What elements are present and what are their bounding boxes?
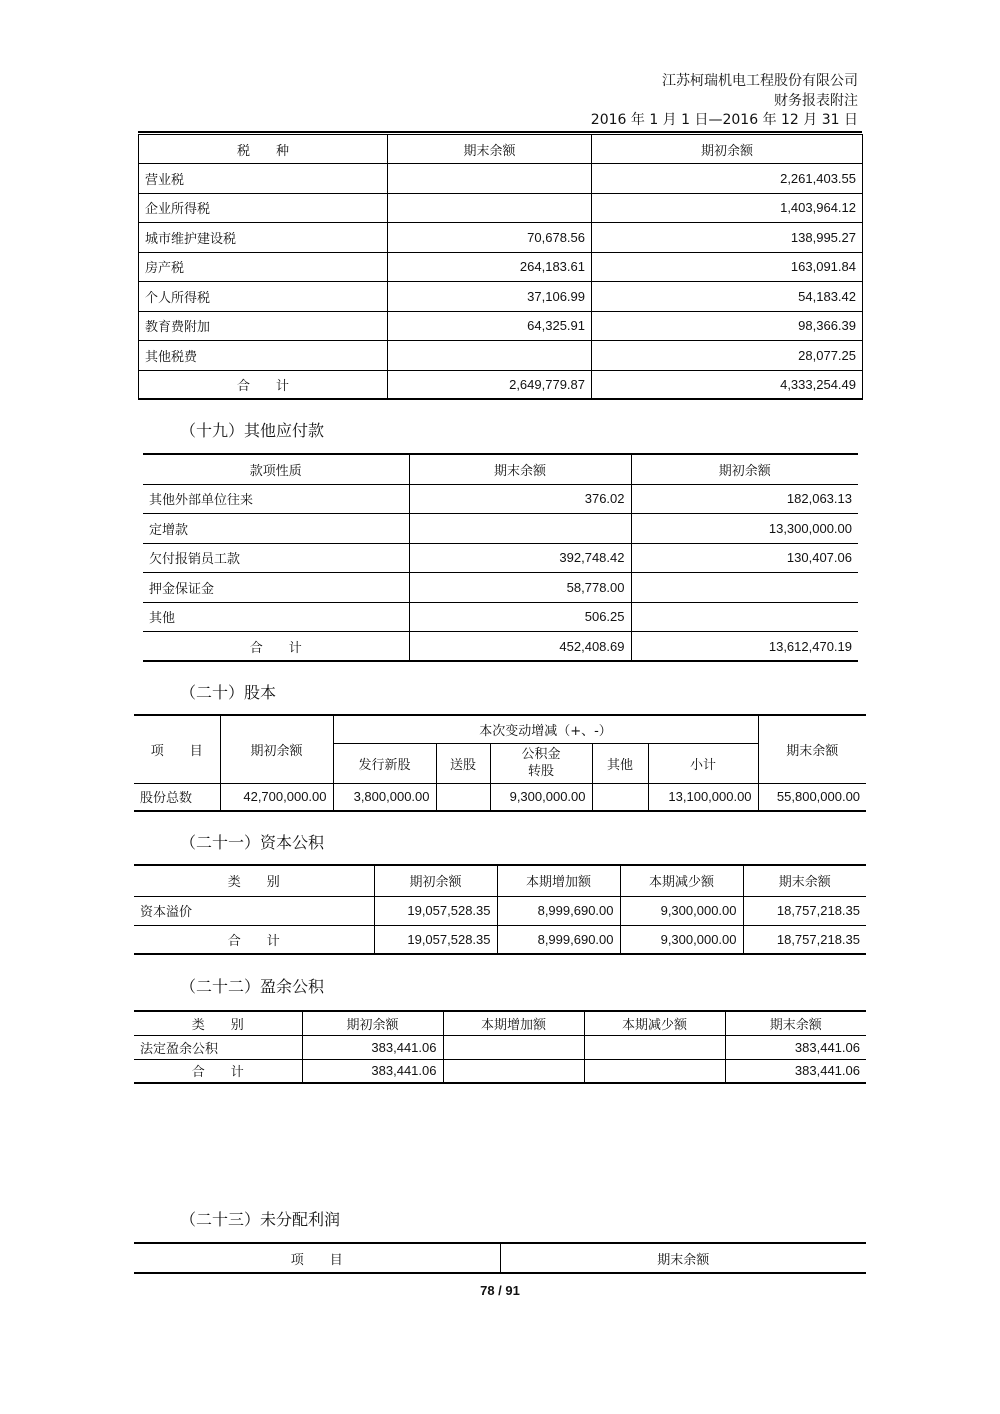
- cell-ending: [409, 514, 631, 544]
- col-header: 期初余额: [592, 135, 863, 164]
- share-capital-table: [134, 714, 866, 812]
- col-header: 类 别: [134, 865, 374, 896]
- table-row: [143, 543, 858, 573]
- col-header: 类 别: [134, 1011, 302, 1035]
- cell-ending: 37,106.99: [388, 282, 592, 312]
- total-beginning: 13,612,470.19: [631, 632, 858, 662]
- cell-beginning: 130,407.06: [631, 543, 858, 573]
- table-row: [139, 164, 863, 194]
- col-header-reserve-conversion: [490, 743, 592, 783]
- table-header-row: [143, 454, 858, 484]
- row-label: 定增款: [143, 514, 409, 544]
- total-label: 合 计: [143, 632, 409, 662]
- table-row: [143, 484, 858, 514]
- cell-beginning: [631, 573, 858, 603]
- row-label: 其他外部单位往来: [143, 484, 409, 514]
- table-row: [139, 282, 863, 312]
- col-header-new-shares: 发行新股: [333, 743, 436, 783]
- total-beginning: 4,333,254.49: [592, 370, 863, 399]
- cell-beginning: 182,063.13: [631, 484, 858, 514]
- cell-beginning: 138,995.27: [592, 223, 863, 253]
- total-ending: 383,441.06: [725, 1059, 866, 1083]
- cell-decrease: 9,300,000.00: [620, 896, 743, 925]
- row-label: 企业所得税: [139, 193, 388, 223]
- col-header-item: 项 目: [134, 715, 220, 783]
- total-decrease: [584, 1059, 725, 1083]
- row-label: 其他: [143, 602, 409, 632]
- col-header: 本期减少额: [620, 865, 743, 896]
- col-header: 期末余额: [725, 1011, 866, 1035]
- table-row: [139, 341, 863, 371]
- row-label: 个人所得税: [139, 282, 388, 312]
- total-increase: [443, 1059, 584, 1083]
- cell-bonus-shares: [436, 783, 490, 811]
- page-number: 78 / 91: [480, 1283, 520, 1298]
- cell-ending: [388, 341, 592, 371]
- cell-new-shares: 3,800,000.00: [333, 783, 436, 811]
- col-header: 项 目: [134, 1243, 500, 1273]
- total-label: 合 计: [134, 925, 374, 954]
- total-ending: 2,649,779.87: [388, 370, 592, 399]
- col-header-other: 其他: [592, 743, 648, 783]
- col-header: 期初余额: [302, 1011, 443, 1035]
- total-row: [134, 925, 866, 954]
- cell-beginning: 163,091.84: [592, 252, 863, 282]
- table-row: [139, 252, 863, 282]
- document-title: 财务报表附注: [774, 93, 858, 109]
- col-header-subtotal: 小计: [648, 743, 758, 783]
- col-header: 期末余额: [743, 865, 866, 896]
- col-header: 期末余额: [500, 1243, 866, 1273]
- table-header-row: [134, 1011, 866, 1035]
- surplus-reserve-table: [134, 1010, 866, 1084]
- cell-ending: 383,441.06: [725, 1035, 866, 1059]
- col-header: 期初余额: [374, 865, 497, 896]
- cell-ending: 64,325.91: [388, 311, 592, 341]
- reserve-line-1: 公积金: [521, 747, 561, 762]
- table-header-row: [139, 135, 863, 164]
- section-title-22: （二十二）盈余公积: [180, 977, 325, 996]
- col-header-bonus-shares: 送股: [436, 743, 490, 783]
- total-row: [134, 1059, 866, 1083]
- cell-beginning: 13,300,000.00: [631, 514, 858, 544]
- cell-ending: [388, 164, 592, 194]
- cell-beginning: 42,700,000.00: [220, 783, 333, 811]
- taxes-table: [138, 134, 863, 400]
- header-rule: [138, 131, 862, 133]
- cell-ending: 18,757,218.35: [743, 896, 866, 925]
- cell-increase: 8,999,690.00: [497, 896, 620, 925]
- cell-beginning: 1,403,964.12: [592, 193, 863, 223]
- col-header: 本期减少额: [584, 1011, 725, 1035]
- table-header-row: [134, 1243, 866, 1273]
- total-beginning: 19,057,528.35: [374, 925, 497, 954]
- cell-beginning: 383,441.06: [302, 1035, 443, 1059]
- total-decrease: 9,300,000.00: [620, 925, 743, 954]
- table-row: [143, 514, 858, 544]
- cell-beginning: 19,057,528.35: [374, 896, 497, 925]
- table-row: [139, 193, 863, 223]
- total-row: [143, 632, 858, 662]
- company-name: 江苏柯瑞机电工程股份有限公司: [662, 73, 858, 89]
- row-label: 资本溢价: [134, 896, 374, 925]
- table-header-row: [134, 715, 866, 743]
- row-label: 欠付报销员工款: [143, 543, 409, 573]
- table-row: [134, 896, 866, 925]
- total-ending: 452,408.69: [409, 632, 631, 662]
- section-title-20: （二十）股本: [180, 683, 277, 702]
- table-row: [139, 311, 863, 341]
- total-label: 合 计: [139, 370, 388, 399]
- undistributed-profit-table: [134, 1242, 866, 1274]
- total-ending: 18,757,218.35: [743, 925, 866, 954]
- cell-subtotal: 13,100,000.00: [648, 783, 758, 811]
- col-header-change: 本次变动增减（+、-）: [333, 715, 758, 743]
- report-period: 2016 年 1 月 1 日—2016 年 12 月 31 日: [590, 112, 858, 128]
- col-header: 本期增加额: [443, 1011, 584, 1035]
- cell-decrease: [584, 1035, 725, 1059]
- col-header-ending: 期末余额: [758, 715, 866, 783]
- col-header: 税 种: [139, 135, 388, 164]
- table-row: [143, 573, 858, 603]
- col-header: 期末余额: [388, 135, 592, 164]
- cell-beginning: 54,183.42: [592, 282, 863, 312]
- total-increase: 8,999,690.00: [497, 925, 620, 954]
- total-row: [139, 370, 863, 399]
- cell-ending: 55,800,000.00: [758, 783, 866, 811]
- cell-beginning: 98,366.39: [592, 311, 863, 341]
- reserve-line-2: 转股: [527, 764, 554, 779]
- col-header: 本期增加额: [497, 865, 620, 896]
- total-beginning: 383,441.06: [302, 1059, 443, 1083]
- cell-ending: 392,748.42: [409, 543, 631, 573]
- row-label: 法定盈余公积: [134, 1035, 302, 1059]
- cell-ending: 264,183.61: [388, 252, 592, 282]
- row-label: 押金保证金: [143, 573, 409, 603]
- table-header-row: [134, 865, 866, 896]
- cell-increase: [443, 1035, 584, 1059]
- row-label: 教育费附加: [139, 311, 388, 341]
- capital-reserve-table: [134, 864, 866, 955]
- col-header: 期初余额: [631, 454, 858, 484]
- section-title-19: （十九）其他应付款: [180, 421, 325, 440]
- table-row: [143, 602, 858, 632]
- cell-beginning: 28,077.25: [592, 341, 863, 371]
- cell-ending: 58,778.00: [409, 573, 631, 603]
- section-title-21: （二十一）资本公积: [180, 833, 325, 852]
- row-label: 股份总数: [134, 783, 220, 811]
- cell-beginning: [631, 602, 858, 632]
- row-label: 其他税费: [139, 341, 388, 371]
- cell-other: [592, 783, 648, 811]
- table-row: [134, 783, 866, 811]
- row-label: 营业税: [139, 164, 388, 194]
- row-label: 城市维护建设税: [139, 223, 388, 253]
- section-title-23: （二十三）未分配利润: [180, 1210, 341, 1229]
- col-header: 期末余额: [409, 454, 631, 484]
- table-row: [134, 1035, 866, 1059]
- cell-ending: 506.25: [409, 602, 631, 632]
- cell-ending: [388, 193, 592, 223]
- table-row: [139, 223, 863, 253]
- col-header-beginning: 期初余额: [220, 715, 333, 783]
- other-payables-table: [143, 453, 858, 662]
- cell-reserve-conversion: 9,300,000.00: [490, 783, 592, 811]
- col-header: 款项性质: [143, 454, 409, 484]
- total-label: 合 计: [134, 1059, 302, 1083]
- cell-beginning: 2,261,403.55: [592, 164, 863, 194]
- row-label: 房产税: [139, 252, 388, 282]
- cell-ending: 376.02: [409, 484, 631, 514]
- cell-ending: 70,678.56: [388, 223, 592, 253]
